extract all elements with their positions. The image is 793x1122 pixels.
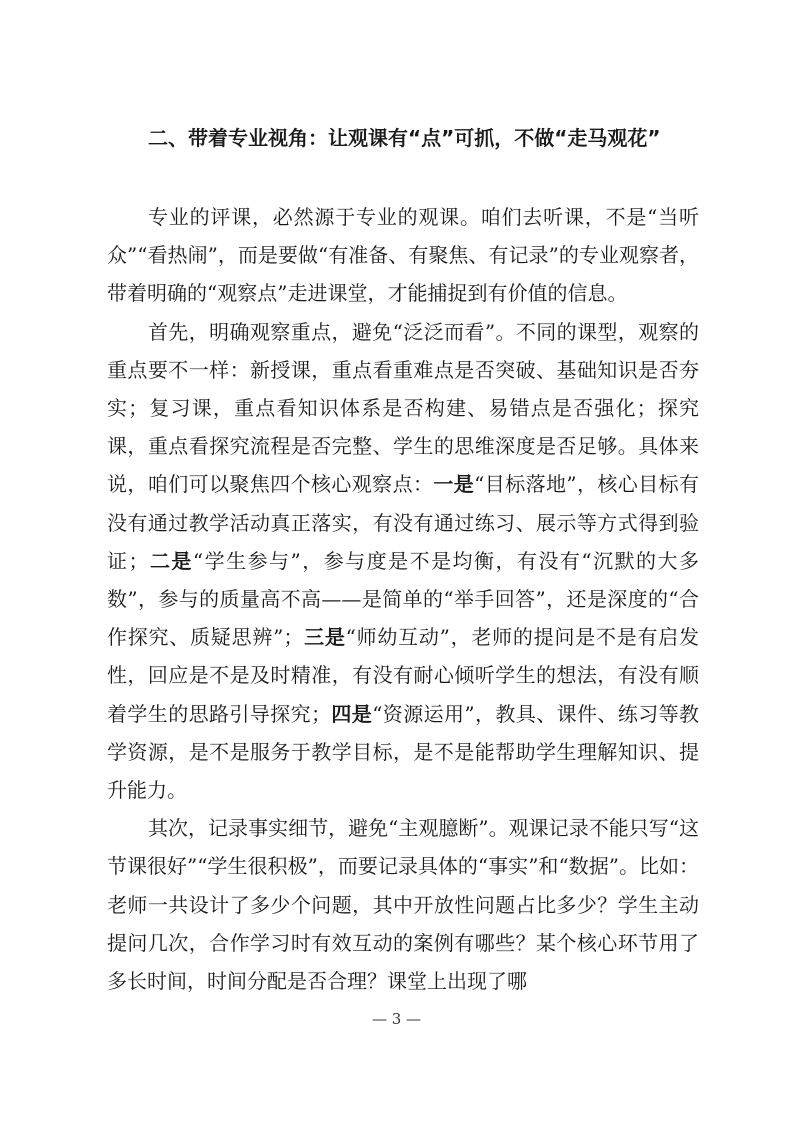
paragraph-text: “资源运用”，教具、课件、练习等教学资源，是不是服务于教学目标，是不是能帮助学生理解知识、提升能力。: [107, 701, 700, 803]
page-number: — 3 —: [371, 1010, 422, 1028]
point-two-label: 二是: [148, 548, 193, 573]
section-heading: 二、带着专业视角：让观课有“点”可抓，不做“走马观花”: [148, 126, 661, 150]
paragraph-observation-points: [107, 313, 699, 810]
paragraph-recording: 其次，记录事实细节，避免“主观臆断”。观课记录不能只写“这节课很好”“学生很积极”，而要记录具体的“事实”和“数据”。比如：老师一共设计了多少个问题，其中开放性问题占比多少？学生主动提问几次，合作学习时有效互动的案例有哪些？某个核心环节用了多长时间，时间分配是否合理？课堂上出现了哪: [107, 816, 699, 994]
paragraph-text: “目标落地”，核心目标有没有通过教学活动真正落实，有没有通过练习、展示等方式得到验证；: [107, 472, 700, 573]
paragraph-text: “学生参与”，参与度是不是均衡，有没有“沉默的大多数”，参与的质量高不高——是简单的“举手回答”，还是深度的“合作探究、质疑思辨”；: [107, 548, 700, 650]
point-one-label: 一是: [433, 472, 475, 497]
document-body: [107, 118, 699, 1000]
paragraph-text: 首先，明确观察重点，避免“泛泛而看”。不同的课型，观察的重点要不一样：新授课，重点看重难点是否突破、基础知识是否夯实；复习课，重点看知识体系是否构建、易错点是否强化；探究课，重点看探究流程是否完整、学生的思维深度是否足够。具体来说，咱们可以聚焦四个核心观察点：: [107, 319, 699, 497]
point-three-label: 三是: [303, 625, 346, 650]
point-four-label: 四是: [330, 701, 373, 726]
paragraph-intro: 专业的评课，必然源于专业的观课。咱们去听课，不是“当听众”“看热闹”，而是要做“有准备、有聚焦、有记录”的专业观察者，带着明确的“观察点”走进课堂，才能捕捉到有价值的信息。: [107, 205, 699, 306]
paragraph-text: “师幼互动”，老师的提问是不是有启发性，回应是不是及时精准，有没有耐心倾听学生的想法，有没有顺着学生的思路引导探究；: [107, 625, 700, 726]
